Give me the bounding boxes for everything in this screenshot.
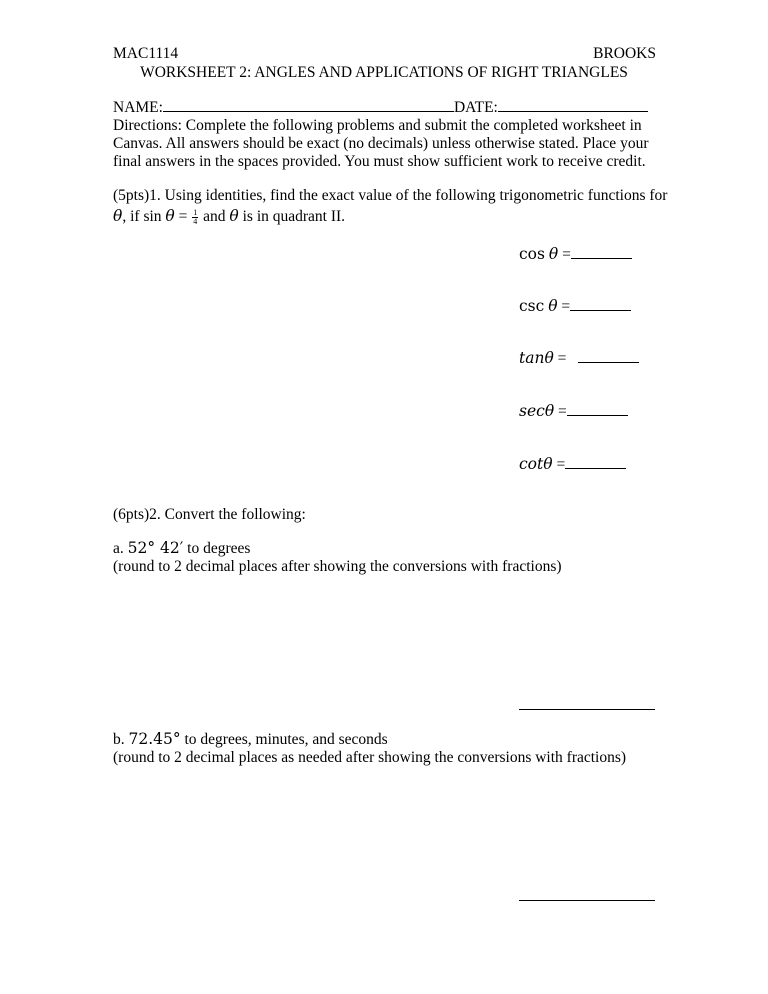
problem2a-prompt: a. 52° 42′ to degrees [113, 539, 251, 557]
directions-line-3: final answers in the spaces provided. You must show sufficient work to receive credit. [113, 153, 646, 170]
name-date-row [113, 97, 648, 117]
date-label: DATE: [453, 99, 498, 116]
problem1-condition: θ, if sin θ = $\frac{1}{4}$ and θ is in quadrant II. [113, 207, 346, 226]
cos-answer-blank[interactable] [571, 244, 632, 259]
angle-decimal: 72.45° [128, 730, 181, 748]
fraction-one-quarter: $\frac{1}{4}$ [193, 207, 198, 226]
answer-cot: cotθ = [519, 454, 626, 474]
tan-answer-blank[interactable] [578, 348, 639, 363]
date-field[interactable] [498, 97, 648, 112]
cot-answer-blank[interactable] [565, 454, 626, 469]
name-field[interactable] [163, 97, 454, 112]
directions-line-1: Directions: Complete the following problems and submit the completed worksheet in [113, 117, 642, 134]
csc-answer-blank[interactable] [570, 296, 631, 311]
theta-symbol: θ [113, 207, 123, 225]
instructor-name: BROOKS [593, 45, 656, 62]
answer-tan: tanθ = [519, 348, 639, 368]
worksheet-title: WORKSHEET 2: ANGLES AND APPLICATIONS OF RIGHT TRIANGLES [140, 64, 628, 81]
directions-line-2: Canvas. All answers should be exact (no decimals) unless otherwise stated. Place your [113, 135, 649, 152]
problem2a-answer-line[interactable] [519, 709, 655, 710]
problem2-intro: (6pts)2. Convert the following: [113, 506, 306, 523]
answer-sec: secθ = [519, 401, 628, 421]
problem1-prompt: (5pts)1. Using identities, find the exact value of the following trigonometric functions for [113, 187, 668, 204]
problem2b-note: (round to 2 decimal places as needed after showing the conversions with fractions) [113, 749, 627, 766]
sin-label: sin [143, 208, 162, 225]
answer-csc: csc θ = [519, 296, 631, 316]
sec-answer-blank[interactable] [567, 401, 628, 416]
problem2b-prompt: b. 72.45° to degrees, minutes, and seconds [113, 730, 388, 748]
course-code: MAC1114 [113, 45, 179, 62]
problem2a-note: (round to 2 decimal places after showing the conversions with fractions) [113, 558, 562, 575]
answer-cos: cos θ = [519, 244, 632, 264]
angle-dms: 52° 42′ [127, 539, 184, 557]
problem2b-answer-line[interactable] [519, 900, 655, 901]
name-label: NAME: [113, 99, 163, 116]
